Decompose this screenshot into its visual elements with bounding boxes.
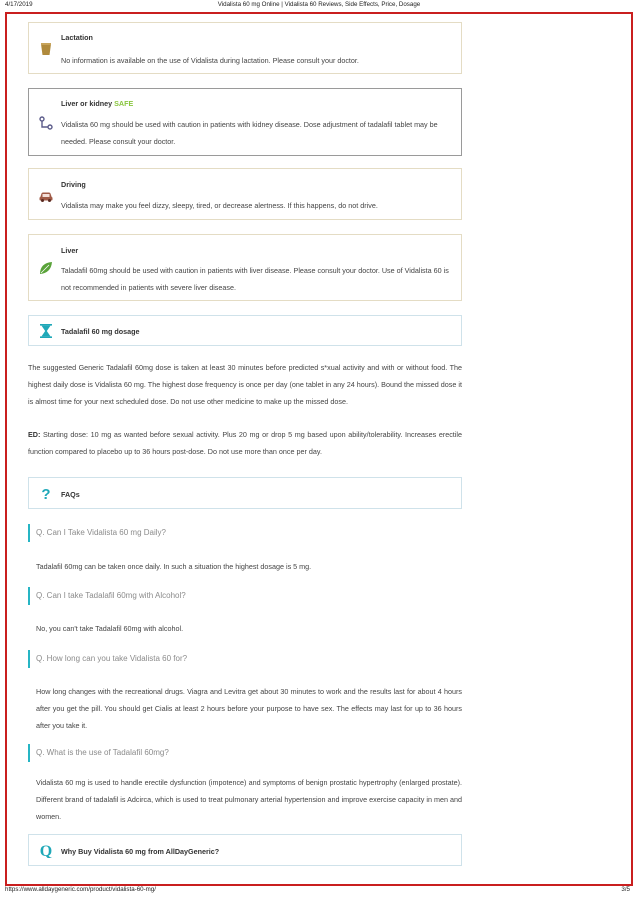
why-buy-title: Why Buy Vidalista 60 mg from AllDayGeneric? bbox=[61, 847, 220, 856]
faq-question: Q. Can I Take Vidalista 60 mg Daily? bbox=[28, 524, 462, 542]
faqs-heading-card bbox=[28, 477, 462, 509]
liver-text: Taladafil 60mg should be used with caution in patients with liver disease. Please consult your doctor. Use of Vidalista 60 is not recommended in patients with severe liver disease. bbox=[61, 266, 449, 292]
dosage-heading-card bbox=[28, 315, 462, 346]
faq-answer: Tadalafil 60mg can be taken once daily. In such a situation the highest dosage is 5 mg. bbox=[36, 562, 312, 571]
kidney-card bbox=[28, 88, 462, 156]
faq-question: Q. What is the use of Tadalafil 60mg? bbox=[28, 744, 462, 762]
liver-title: Liver bbox=[61, 246, 79, 255]
ed-text: Starting dose: 10 mg as wanted before sexual activity. Plus 20 mg or drop 5 mg based upon ability/tolerability. Increases erectile function compared to placebo up to 36 hours post-dose. Do not use more than once per day. bbox=[28, 430, 462, 456]
safe-badge: SAFE bbox=[114, 99, 134, 108]
faqs-title: FAQs bbox=[61, 490, 80, 499]
lactation-text: No information is available on the use of Vidalista during lactation. Please consult your doctor. bbox=[61, 56, 359, 65]
cup-icon bbox=[38, 41, 54, 57]
ed-paragraph bbox=[28, 426, 462, 460]
faq-answer: How long changes with the recreational drugs. Viagra and Levitra get about 30 minutes to work and the results last for about 4 hours after you get the pill. You should get Cialis at least 2 hours before your purpose to have sex. The effects may last for up to 36 hours after you take it. bbox=[36, 687, 462, 730]
faq-question: Q. How long can you take Vidalista 60 for? bbox=[28, 650, 462, 668]
svg-text:?: ? bbox=[41, 486, 51, 501]
print-url: https://www.alldaygeneric.com/product/vidalista-60-mg/ bbox=[5, 886, 156, 893]
leaf-icon bbox=[38, 260, 54, 276]
kidney-title-label: Liver or kidney bbox=[61, 99, 113, 108]
car-icon bbox=[38, 188, 54, 204]
kidney-text: Vidalista 60 mg should be used with caution in patients with kidney disease. Dose adjustment of tadalafil tablet may be needed. Please consult your doctor. bbox=[61, 120, 438, 146]
driving-title: Driving bbox=[61, 180, 86, 189]
lactation-title: Lactation bbox=[61, 33, 93, 42]
print-title: Vidalista 60 mg Online | Vidalista 60 Reviews, Side Effects, Price, Dosage bbox=[217, 1, 421, 8]
kidney-title bbox=[61, 99, 133, 108]
hourglass-icon bbox=[38, 323, 54, 339]
faq-answer: Vidalista 60 mg is used to handle erectile dysfunction (impotence) and symptoms of benign prostatic hypertrophy (enlarged prostate). Different brand of tadalafil is Adcirca, which is used to treat pulmonary arterial hypertension and improve exercise capacity in men and women. bbox=[36, 778, 462, 821]
print-date: 4/17/2019 bbox=[5, 1, 33, 8]
dosage-title: Tadalafil 60 mg dosage bbox=[61, 327, 140, 336]
ed-label: ED: bbox=[28, 430, 41, 439]
svg-text:Q: Q bbox=[39, 843, 53, 858]
faq-answer: No, you can't take Tadalafil 60mg with alcohol. bbox=[36, 624, 184, 633]
question-icon bbox=[38, 485, 54, 501]
print-header bbox=[0, 1, 638, 11]
faq-question: Q. Can I take Tadalafil 60mg with Alcohol? bbox=[28, 587, 462, 605]
why-buy-heading-card bbox=[28, 834, 462, 866]
print-page-number: 3/5 bbox=[621, 886, 630, 893]
kidney-icon bbox=[38, 115, 54, 131]
q-letter-icon bbox=[38, 842, 54, 858]
liver-card bbox=[28, 234, 462, 301]
driving-text: Vidalista may make you feel dizzy, sleepy, tired, or decrease alertness. If this happens, do not drive. bbox=[61, 201, 378, 210]
lactation-card bbox=[28, 22, 462, 74]
driving-card bbox=[28, 168, 462, 220]
dosage-paragraph: The suggested Generic Tadalafil 60mg dose is taken at least 30 minutes before predicted s*xual activity and with or without food. The highest daily dose is Vidalista 60 mg. The highest dose frequency is once per day (one tablet in any 24 hours). Bound the missed dose it is almost time for your next scheduled dose. Do not use other medicine to make up the missed dose. bbox=[28, 363, 462, 406]
